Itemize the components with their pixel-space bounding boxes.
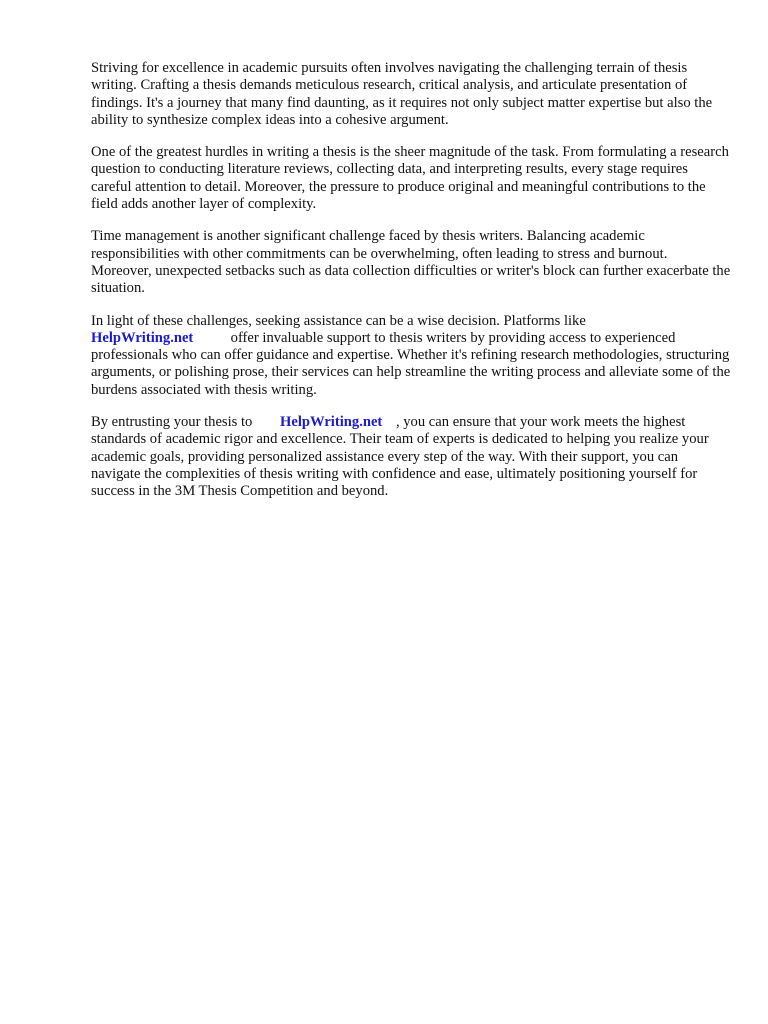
paragraph-entrusting bbox=[91, 414, 731, 500]
entrusting-rest-text: , you can ensure that your work meets the highest standards of academic rigor and excellence. Their team of experts is dedicated to helping you realize your academic goals, providing personalized assistance every step of the way. With their support, you can navigate the complexities of thesis writing with confidence and ease, ultimately positioning yourself for success in the 3M Thesis Competition and beyond. bbox=[91, 414, 709, 500]
assistance-rest-text: offer invaluable support to thesis writers by providing access to experienced professionals who can offer guidance and expertise. Whether it's refining research methodologies, structuring arguments, or polishing prose, their services can help streamline the writing process and alleviate some of the burdens associated with thesis writing. bbox=[91, 329, 731, 398]
paragraph-assistance bbox=[91, 313, 731, 399]
helpwriting-link-2[interactable]: HelpWriting.net bbox=[280, 414, 383, 431]
document-page bbox=[91, 60, 731, 516]
assistance-intro-text: In light of these challenges, seeking assistance can be a wise decision. Platforms like bbox=[91, 312, 586, 329]
paragraph-hurdles: One of the greatest hurdles in writing a thesis is the sheer magnitude of the task. From formulating a research question to conducting literature reviews, collecting data, and interpreting results, every stage requires careful attention to detail. Moreover, the pressure to produce original and meaningful contributions to the field adds another layer of complexity. bbox=[91, 144, 729, 213]
paragraph-time-management: Time management is another significant challenge faced by thesis writers. Balancing academic responsibilities with other commitments can be overwhelming, often leading to stress and burnout. Moreover, unexpected setbacks such as data collection difficulties or writer's block can further exacerbate the situation. bbox=[91, 228, 731, 297]
paragraph-intro: Striving for excellence in academic pursuits often involves navigating the challenging terrain of thesis writing. Crafting a thesis demands meticulous research, critical analysis, and articulate presentation of findings. It's a journey that many find daunting, as it requires not only subject matter expertise but also the ability to synthesize complex ideas into a cohesive argument. bbox=[91, 60, 713, 128]
helpwriting-link-1[interactable]: HelpWriting.net bbox=[91, 329, 194, 346]
entrusting-intro-text: By entrusting your thesis to bbox=[91, 414, 253, 431]
